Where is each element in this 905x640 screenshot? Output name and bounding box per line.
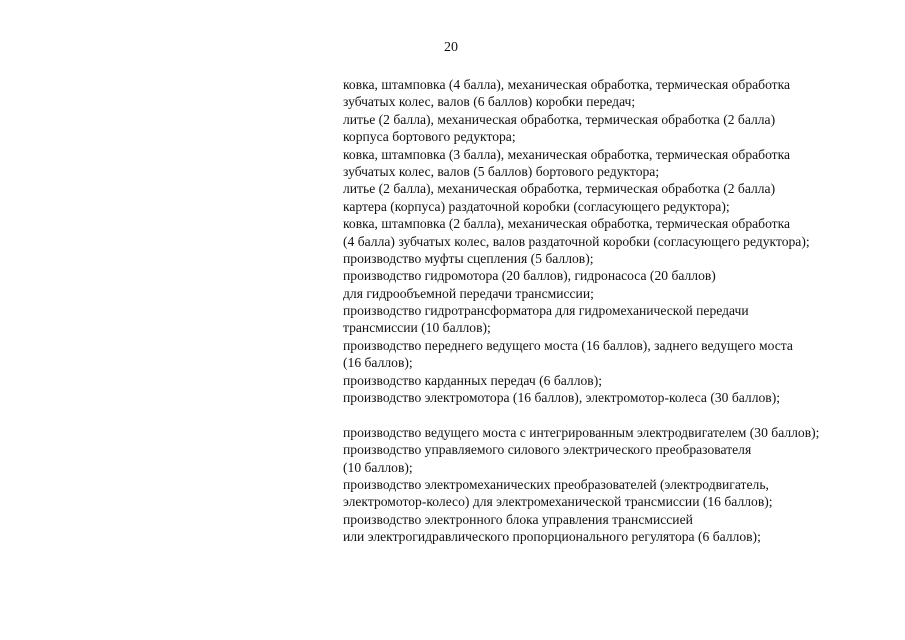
text-line-10: (4 балла) зубчатых колес, валов раздаточной коробки (согласующего редуктора); <box>343 233 810 249</box>
text-line-20: производство ведущего моста с интегрированным электродвигателем (30 баллов); <box>343 424 820 440</box>
text-line-12: производство гидромотора (20 баллов), гидронасоса (20 баллов) <box>343 268 716 284</box>
text-line-18: производство карданных передач (6 баллов); <box>343 372 603 388</box>
text-line-11: производство муфты сцепления (5 баллов); <box>343 250 594 266</box>
text-line-17: (16 баллов); <box>343 355 413 371</box>
text-line-21: производство управляемого силового электрического преобразователя <box>343 442 752 458</box>
text-line-22: (10 баллов); <box>343 459 413 475</box>
text-line-15: трансмиссии (10 баллов); <box>343 320 491 336</box>
text-line-16: производство переднего ведущего моста (16 баллов), заднего ведущего моста <box>343 337 793 353</box>
text-line-2: зубчатых колес, валов (6 баллов) коробки передач; <box>343 94 636 110</box>
page-number: 20 <box>444 40 458 55</box>
text-line-5: ковка, штамповка (3 балла), механическая обработка, термическая обработка <box>343 146 791 162</box>
text-line-1: ковка, штамповка (4 балла), механическая обработка, термическая обработка <box>343 77 791 92</box>
text-line-19: производство электромотора (16 баллов), электромотор-колеса (30 баллов); <box>343 390 780 406</box>
text-line-26: или электрогидравлического пропорционального регулятора (6 баллов); <box>343 529 761 545</box>
text-line-8: картера (корпуса) раздаточной коробки (согласующего редуктора); <box>343 198 730 214</box>
text-line-6: зубчатых колес, валов (5 баллов) бортового редуктора; <box>343 163 660 179</box>
document-body <box>343 76 893 546</box>
blank-line <box>343 406 893 423</box>
text-line-23: производство электромеханических преобразователей (электродвигатель, <box>343 476 769 492</box>
text-line-3: литье (2 балла), механическая обработка, термическая обработка (2 балла) <box>343 111 776 127</box>
text-line-9: ковка, штамповка (2 балла), механическая обработка, термическая обработка <box>343 216 791 232</box>
text-line-14: производство гидротрансформатора для гидромеханической передачи <box>343 303 749 319</box>
text-line-25: производство электронного блока управления трансмиссией <box>343 511 693 527</box>
text-line-13: для гидрообъемной передачи трансмиссии; <box>343 285 594 301</box>
text-line-24: электромотор-колесо) для электромеханической трансмиссии (16 баллов); <box>343 494 773 510</box>
text-line-4: корпуса бортового редуктора; <box>343 129 516 145</box>
text-line-7: литье (2 балла), механическая обработка, термическая обработка (2 балла) <box>343 181 776 197</box>
